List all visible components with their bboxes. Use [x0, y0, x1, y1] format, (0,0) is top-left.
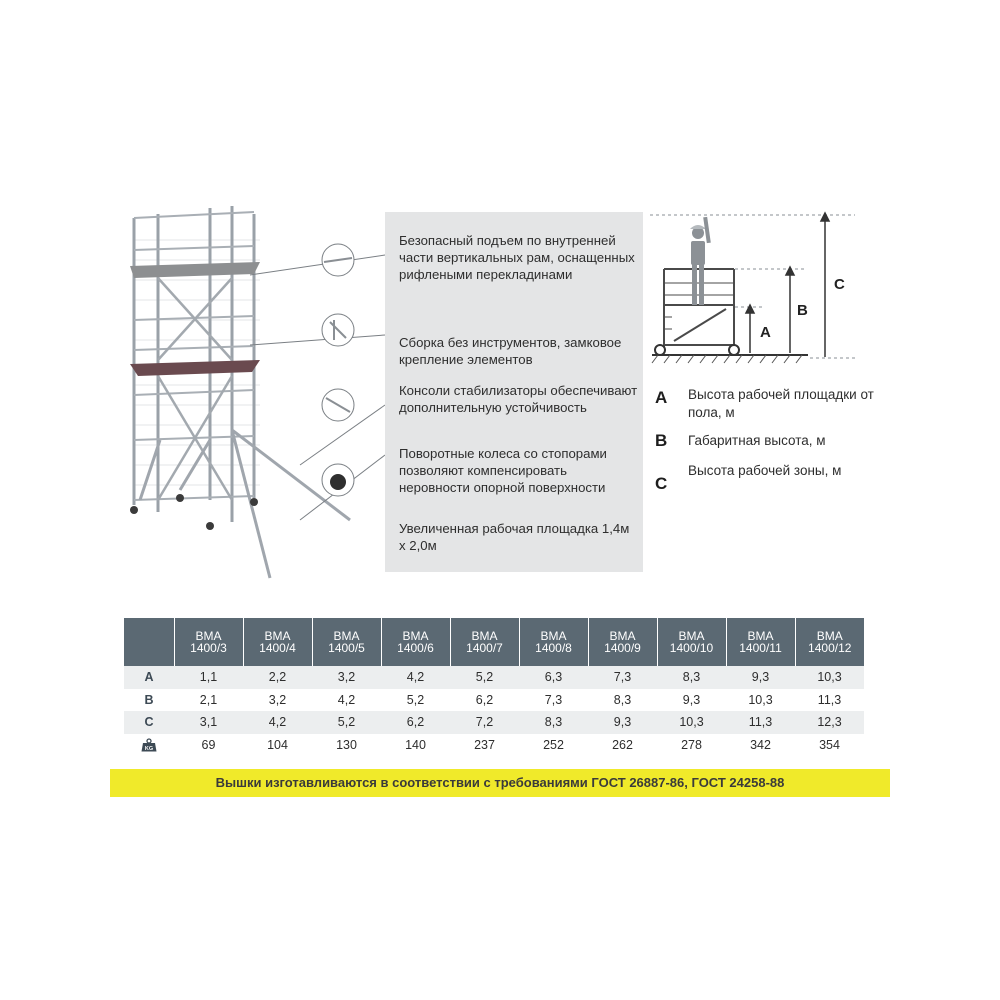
table-cell: 8,3 — [613, 692, 632, 707]
model-header: BMA 1400/5 — [312, 618, 381, 666]
table-cell: 262 — [612, 737, 633, 752]
table-corner — [124, 618, 174, 666]
table-cell: 237 — [474, 737, 495, 752]
table-cell: 10,3 — [657, 711, 726, 734]
row-key: A — [124, 666, 174, 689]
compliance-banner: Вышки изготавливаются в соответствии с требованиями ГОСТ 26887-86, ГОСТ 24258-88 — [110, 769, 890, 797]
row-key — [124, 734, 174, 757]
table-cell: 9,3 — [588, 711, 657, 734]
table-cell: 7,3 — [544, 692, 563, 707]
diagram-label-b: B — [797, 302, 808, 319]
table-cell: 8,3 — [657, 666, 726, 689]
model-header: BMA 1400/8 — [519, 618, 588, 666]
table-cell: 130 — [336, 737, 357, 752]
table-cell: 6,2 — [381, 711, 450, 734]
table-cell: 7,2 — [450, 711, 519, 734]
table-cell: 11,3 — [817, 692, 842, 707]
table-cell: 3,2 — [268, 692, 287, 707]
model-header: BMA 1400/10 — [657, 618, 726, 666]
table-cell: 5,2 — [312, 711, 381, 734]
feature-assembly: Сборка без инструментов, замковое крепление элементов — [399, 335, 622, 367]
legend-letter-c: C — [655, 474, 668, 493]
table-cell: 2,1 — [199, 692, 218, 707]
table-cell: 1,1 — [174, 666, 243, 689]
weight-kg-icon — [141, 738, 157, 752]
svg-text:KG: KG — [144, 746, 154, 753]
table-cell: 104 — [267, 737, 288, 752]
feature-platform: Увеличенная рабочая площадка 1,4м х 2,0м — [399, 521, 630, 553]
table-cell: 5,2 — [406, 692, 425, 707]
model-header: BMA 1400/3 — [174, 618, 243, 666]
legend-desc-c: Высота рабочей зоны, м — [688, 463, 842, 478]
table-cell: 9,3 — [726, 666, 795, 689]
table-cell: 69 — [201, 737, 216, 752]
table-cell: 10,3 — [748, 692, 773, 707]
model-header: BMA 1400/7 — [450, 618, 519, 666]
feature-wheels: Поворотные колеса со стопорами позволяют компенсировать неровности опорной поверхности — [399, 446, 607, 495]
table-cell: 7,3 — [588, 666, 657, 689]
table-cell: 2,2 — [243, 666, 312, 689]
table-cell: 6,3 — [519, 666, 588, 689]
diagram-label-c: C — [834, 276, 845, 293]
model-header: BMA 1400/4 — [243, 618, 312, 666]
table-cell: 278 — [681, 737, 702, 752]
table-cell: 8,3 — [519, 711, 588, 734]
legend-letter-b: B — [655, 431, 668, 450]
feature-stabilizers: Консоли стабилизаторы обеспечивают дополнительную устойчивость — [399, 383, 638, 415]
scaffold-tower-illustration — [120, 200, 390, 590]
row-key: C — [124, 711, 174, 734]
table-cell: 4,2 — [243, 711, 312, 734]
table-cell: 4,2 — [381, 666, 450, 689]
table-cell: 6,2 — [475, 692, 494, 707]
model-header: BMA 1400/9 — [588, 618, 657, 666]
spec-table — [124, 618, 864, 756]
table-cell: 354 — [819, 737, 840, 752]
dimension-diagram — [650, 205, 870, 370]
table-cell: 10,3 — [795, 666, 864, 689]
model-header: BMA 1400/6 — [381, 618, 450, 666]
feature-climbing: Безопасный подъем по внутренней части вертикальных рам, оснащенных рифлеными перекладинами — [399, 233, 635, 282]
row-key: B — [144, 692, 154, 707]
model-header: BMA 1400/12 — [795, 618, 864, 666]
table-cell: 252 — [543, 737, 564, 752]
worker-icon — [690, 217, 711, 305]
table-cell: 12,3 — [795, 711, 864, 734]
table-cell: 9,3 — [682, 692, 701, 707]
feature-panel — [385, 212, 643, 572]
legend-desc-b: Габаритная высота, м — [688, 433, 826, 448]
table-row-b — [124, 689, 864, 712]
legend-letter-a: A — [655, 388, 668, 407]
table-row-c — [124, 711, 864, 734]
table-header-row — [124, 618, 864, 666]
legend-desc-a: Высота рабочей площадки от пола, м — [688, 387, 874, 420]
table-cell: 5,2 — [450, 666, 519, 689]
table-cell: 342 — [750, 737, 771, 752]
table-cell: 3,2 — [312, 666, 381, 689]
table-row-a — [124, 666, 864, 689]
table-cell: 4,2 — [337, 692, 356, 707]
table-row-weight — [124, 734, 864, 757]
table-cell: 3,1 — [174, 711, 243, 734]
model-header: BMA 1400/11 — [726, 618, 795, 666]
table-cell: 140 — [405, 737, 426, 752]
table-cell: 11,3 — [726, 711, 795, 734]
diagram-label-a: A — [760, 324, 771, 341]
